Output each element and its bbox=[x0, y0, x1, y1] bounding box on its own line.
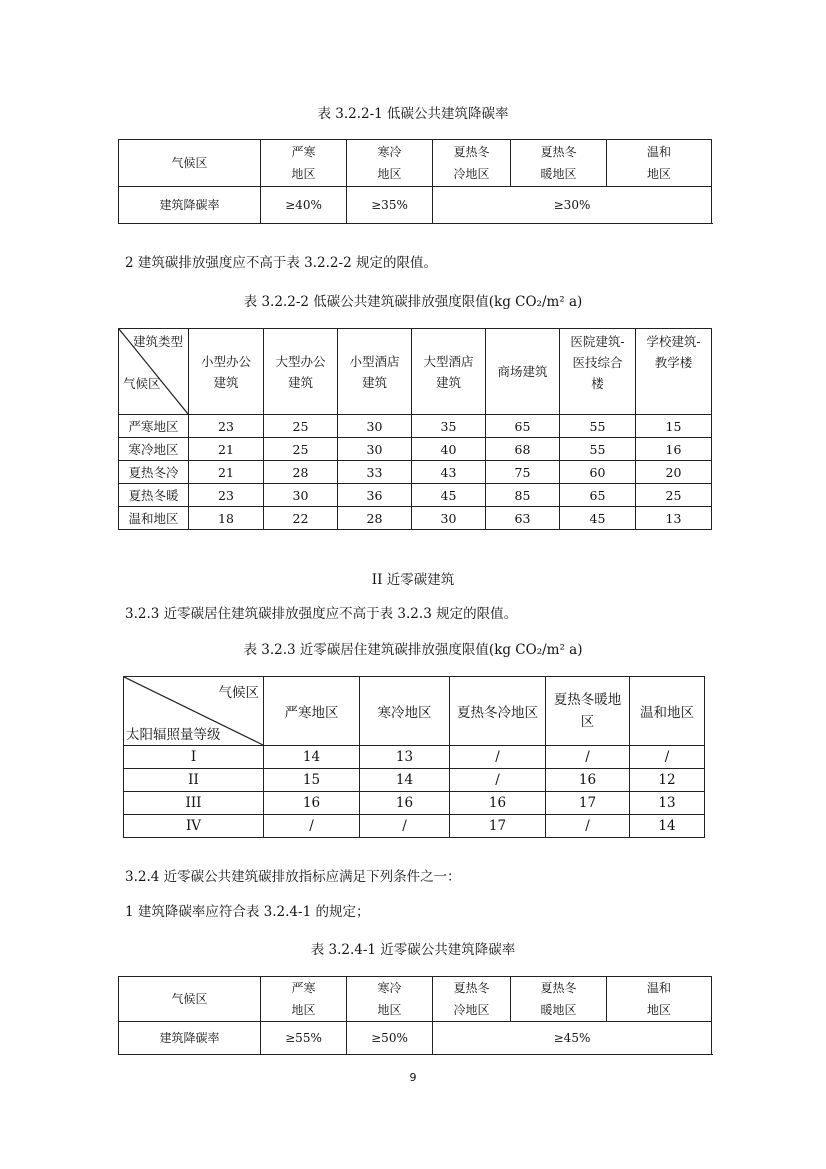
table1-col: 温和 地区 bbox=[607, 140, 712, 187]
cell: 30 bbox=[338, 415, 412, 438]
table-row bbox=[119, 415, 712, 438]
cell: 13 bbox=[360, 746, 450, 769]
table4-row-header: 气候区 bbox=[119, 977, 261, 1022]
cell: 33 bbox=[338, 461, 412, 484]
cell: 22 bbox=[264, 507, 338, 530]
table-row bbox=[119, 461, 712, 484]
cell: / bbox=[546, 815, 630, 838]
cell: 14 bbox=[264, 746, 360, 769]
cell: 14 bbox=[630, 815, 705, 838]
cell: / bbox=[264, 815, 360, 838]
cell: 28 bbox=[264, 461, 338, 484]
cell: 17 bbox=[546, 792, 630, 815]
table1-col: 寒冷 地区 bbox=[347, 140, 433, 187]
section-title: II 近零碳建筑 bbox=[371, 572, 455, 588]
table3-col: 寒冷地区 bbox=[360, 677, 450, 746]
cell: 13 bbox=[636, 507, 712, 530]
cell: 25 bbox=[264, 415, 338, 438]
cell: 45 bbox=[560, 507, 636, 530]
cell: 23 bbox=[189, 415, 264, 438]
corner-bottom-label: 气候区 bbox=[123, 376, 161, 391]
page-number: 9 bbox=[409, 1071, 417, 1084]
row-label: IV bbox=[124, 815, 264, 838]
cell: 43 bbox=[412, 461, 486, 484]
cell: 30 bbox=[338, 438, 412, 461]
table4-col: 严寒 地区 bbox=[261, 977, 347, 1022]
cell: 16 bbox=[636, 438, 712, 461]
cell: 30 bbox=[264, 484, 338, 507]
cell: 16 bbox=[360, 792, 450, 815]
table2-caption: 表 3.2.2-2 低碳公共建筑碳排放强度限值(kg CO₂/m² a) bbox=[243, 294, 583, 310]
cell: 75 bbox=[486, 461, 560, 484]
table3-col: 温和地区 bbox=[630, 677, 705, 746]
cell: 55 bbox=[560, 438, 636, 461]
table2-col: 小型办公 建筑 bbox=[189, 329, 264, 415]
paragraph: 2 建筑碳排放强度应不高于表 3.2.2-2 规定的限值。 bbox=[125, 255, 437, 271]
corner-top-label: 气候区 bbox=[218, 685, 259, 701]
cell: 68 bbox=[486, 438, 560, 461]
paragraph: 3.2.3 近零碳居住建筑碳排放强度应不高于表 3.2.3 规定的限值。 bbox=[125, 606, 518, 622]
cell: 13 bbox=[630, 792, 705, 815]
table4-col: 温和 地区 bbox=[607, 977, 712, 1022]
table4-rate-label: 建筑降碳率 bbox=[119, 1022, 261, 1055]
row-label: 温和地区 bbox=[119, 507, 189, 530]
cell: 14 bbox=[360, 769, 450, 792]
cell: 40 bbox=[412, 438, 486, 461]
cell: 20 bbox=[636, 461, 712, 484]
row-label: I bbox=[124, 746, 264, 769]
table2-col: 大型办公 建筑 bbox=[264, 329, 338, 415]
table-row bbox=[119, 438, 712, 461]
table1 bbox=[118, 139, 712, 224]
cell: 18 bbox=[189, 507, 264, 530]
cell: 65 bbox=[486, 415, 560, 438]
table1-rate-label: 建筑降碳率 bbox=[119, 187, 261, 224]
corner-top-label: 建筑类型 bbox=[133, 334, 184, 349]
cell: 21 bbox=[189, 438, 264, 461]
table-row bbox=[124, 792, 705, 815]
table2-col: 商场建筑 bbox=[486, 329, 560, 415]
row-label: 夏热冬暖 bbox=[119, 484, 189, 507]
row-label: 严寒地区 bbox=[119, 415, 189, 438]
table3-col: 夏热冬冷地区 bbox=[450, 677, 546, 746]
table1-rate: ≥30% bbox=[433, 187, 712, 224]
cell: 16 bbox=[546, 769, 630, 792]
table1-rate: ≥40% bbox=[261, 187, 347, 224]
paragraph: 1 建筑降碳率应符合表 3.2.4-1 的规定； bbox=[125, 904, 370, 920]
table3-col: 严寒地区 bbox=[264, 677, 360, 746]
table2-corner-cell bbox=[119, 329, 189, 415]
table2 bbox=[118, 328, 712, 530]
table4-col: 寒冷 地区 bbox=[347, 977, 433, 1022]
cell: 65 bbox=[560, 484, 636, 507]
table4-rate: ≥45% bbox=[433, 1022, 712, 1055]
cell: 45 bbox=[412, 484, 486, 507]
table-row bbox=[119, 507, 712, 530]
row-label: 寒冷地区 bbox=[119, 438, 189, 461]
table3-col: 夏热冬暖地 区 bbox=[546, 677, 630, 746]
cell: / bbox=[360, 815, 450, 838]
corner-bottom-label: 太阳辐照量等级 bbox=[126, 727, 221, 743]
cell: 28 bbox=[338, 507, 412, 530]
table1-rate: ≥35% bbox=[347, 187, 433, 224]
cell: / bbox=[630, 746, 705, 769]
table4 bbox=[118, 976, 712, 1055]
cell: 85 bbox=[486, 484, 560, 507]
cell: 12 bbox=[630, 769, 705, 792]
cell: 25 bbox=[636, 484, 712, 507]
row-label: III bbox=[124, 792, 264, 815]
cell: 16 bbox=[264, 792, 360, 815]
cell: / bbox=[450, 746, 546, 769]
paragraph: 3.2.4 近零碳公共建筑碳排放指标应满足下列条件之一： bbox=[125, 869, 461, 885]
cell: 63 bbox=[486, 507, 560, 530]
table2-col: 医院建筑- 医技综合 楼 bbox=[560, 329, 636, 415]
table1-col: 夏热冬 冷地区 bbox=[433, 140, 511, 187]
table1-row-header: 气候区 bbox=[119, 140, 261, 187]
table3-corner-cell bbox=[124, 677, 264, 746]
cell: 21 bbox=[189, 461, 264, 484]
table2-col: 小型酒店 建筑 bbox=[338, 329, 412, 415]
table1-col: 夏热冬 暖地区 bbox=[511, 140, 607, 187]
table4-caption: 表 3.2.4-1 近零碳公共建筑降碳率 bbox=[310, 942, 516, 958]
cell: 35 bbox=[412, 415, 486, 438]
cell: / bbox=[546, 746, 630, 769]
table-row bbox=[119, 484, 712, 507]
row-label: 夏热冬冷 bbox=[119, 461, 189, 484]
cell: 15 bbox=[636, 415, 712, 438]
table-row bbox=[124, 815, 705, 838]
cell: 17 bbox=[450, 815, 546, 838]
cell: 60 bbox=[560, 461, 636, 484]
cell: 36 bbox=[338, 484, 412, 507]
cell: 55 bbox=[560, 415, 636, 438]
cell: 15 bbox=[264, 769, 360, 792]
row-label: II bbox=[124, 769, 264, 792]
table3 bbox=[123, 676, 705, 838]
table4-rate: ≥50% bbox=[347, 1022, 433, 1055]
table4-col: 夏热冬 冷地区 bbox=[433, 977, 511, 1022]
table1-caption: 表 3.2.2-1 低碳公共建筑降碳率 bbox=[317, 106, 509, 122]
cell: / bbox=[450, 769, 546, 792]
table2-col: 学校建筑- 教学楼 bbox=[636, 329, 712, 415]
cell: 25 bbox=[264, 438, 338, 461]
table3-caption: 表 3.2.3 近零碳居住建筑碳排放强度限值(kg CO₂/m² a) bbox=[243, 642, 583, 658]
cell: 23 bbox=[189, 484, 264, 507]
table1-col: 严寒 地区 bbox=[261, 140, 347, 187]
table-row bbox=[124, 746, 705, 769]
table2-col: 大型酒店 建筑 bbox=[412, 329, 486, 415]
cell: 30 bbox=[412, 507, 486, 530]
table4-rate: ≥55% bbox=[261, 1022, 347, 1055]
table4-col: 夏热冬 暖地区 bbox=[511, 977, 607, 1022]
cell: 16 bbox=[450, 792, 546, 815]
table-row bbox=[124, 769, 705, 792]
